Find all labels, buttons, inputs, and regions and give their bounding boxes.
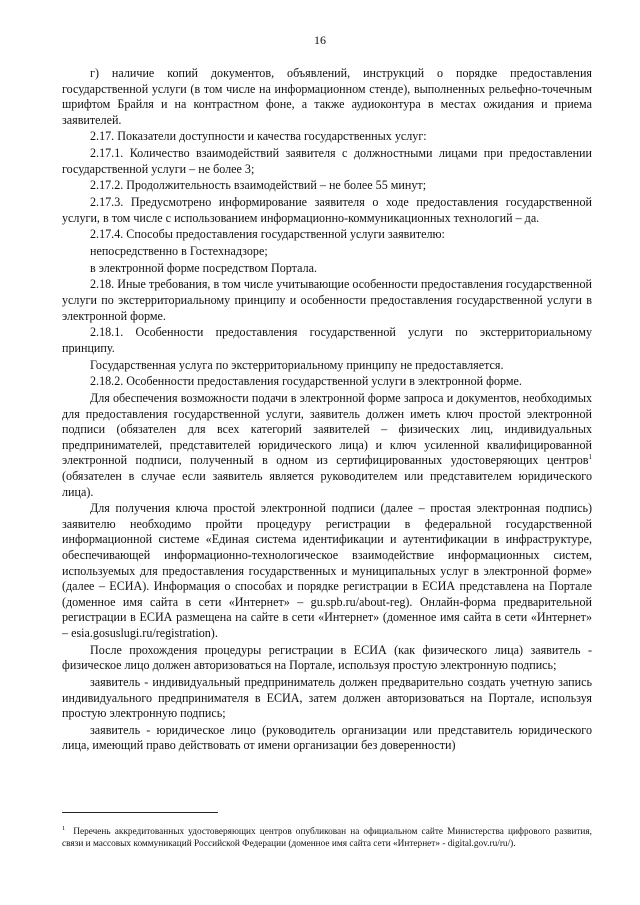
footnote-reference: 1 [588,453,592,462]
footnote-text: Перечень аккредитованных удостоверяющих центров опубликован на официальном сайте Министерства цифрового развития, связи и массовых коммуникаций Российской Федерации (доменное имя сайта сети «Интернет» - digital.gov.ru/ru/). [62,827,592,850]
paragraph: 2.17.2. Продолжительность взаимодействий – не более 55 минут; [90,178,427,193]
footnote-divider [62,812,218,813]
paragraph: Для получения ключа простой электронной подписи (далее – простая электронная подпись) заявителю необходимо пройти процедуру регистрации в федеральной государственной информационной системе «Единая система идентификации и аутентификации в инфраструктуре, обеспечивающей информационно-технологическое взаимодействие информационных систем, используемых для предоставления государственных и муниципальных услуг в электронной форме» (далее – ЕСИА). Информация о способах и порядке регистрации в ЕСИА представлена на Портале (доменное имя сайта в сети «Интернет» – gu.spb.ru/about-reg). Онлайн-форма предварительной регистрации в ЕСИА размещена на сайте в сети «Интернет» (доменное имя сайта в сети «Интернет» – esia.gosuslugi.ru/registration). [62,501,592,640]
body-text [62,66,592,755]
paragraph: 2.18.1. Особенности предоставления государственной услуги по экстерриториальному принципу. [62,325,592,355]
paragraph: заявитель - индивидуальный предприниматель должен предварительно создать учетную запись индивидуального предпринимателя в ЕСИА, затем должен авторизоваться на Портале, используя простую электронную подпись; [62,674,592,721]
paragraph: непосредственно в Гостехнадзоре; [90,244,268,259]
footnote [62,823,592,851]
paragraph: 2.17. Показатели доступности и качества государственных услуг: [90,129,427,144]
paragraph: г) наличие копий документов, объявлений, инструкций о порядке предоставления государственной услуги (в том числе на информационном стенде), выполненных рельефно-точечным шрифтом Брайля и на контрастном фоне, а также аудиоконтура в местах ожидания и приема заявителей. [62,66,592,127]
page-number: 16 [314,33,326,47]
paragraph: Государственная услуга по экстерриториальному принципу не предоставляется. [90,357,504,372]
paragraph: в электронной форме посредством Портала. [90,260,317,275]
footnote-number: 1 [62,825,66,832]
paragraph-text-tail: (обязателен в случае если заявитель является руководителем или представителем юридического лица). [62,468,592,499]
paragraph: заявитель - юридическое лицо (руководитель организации или представитель юридического лица, имеющий право действовать от имени организации без доверенности) [62,722,592,753]
paragraph: 2.17.4. Способы предоставления государственной услуги заявителю: [90,227,445,242]
paragraph: 2.17.1. Количество взаимодействий заявителя с должностными лицами при предоставлении государственной услуги – не более 3; [62,146,592,176]
paragraph-with-footnote [62,391,592,500]
paragraph: 2.18. Иные требования, в том числе учитывающие особенности предоставления государственной услуги по экстерриториальному принципу и особенности предоставления государственной услуги в электронной форме. [62,277,592,323]
paragraph: 2.17.3. Предусмотрено информирование заявителя о ходе предоставления государственной услуги, в том числе с использованием информационно-коммуникационных технологий – да. [62,195,592,225]
paragraph: 2.18.2. Особенности предоставления государственной услуги в электронной форме. [90,374,522,389]
paragraph-text: Для обеспечения возможности подачи в электронной форме запроса и документов, необходимых для предоставления государственной услуги, заявитель должен иметь ключ простой электронной подписи (обязателен для всех категорий заявителей – физических лиц, индивидуальных предпринимателей, представителей юридического лица) и ключ усиленной квалифицированной электронной подписи, полученный в одном из сертифицированных удостоверяющих центров [62,391,592,468]
paragraph: После прохождения процедуры регистрации в ЕСИА (как физического лица) заявитель - физическое лицо должен авторизоваться на Портале, используя простую электронную подпись; [62,642,592,673]
